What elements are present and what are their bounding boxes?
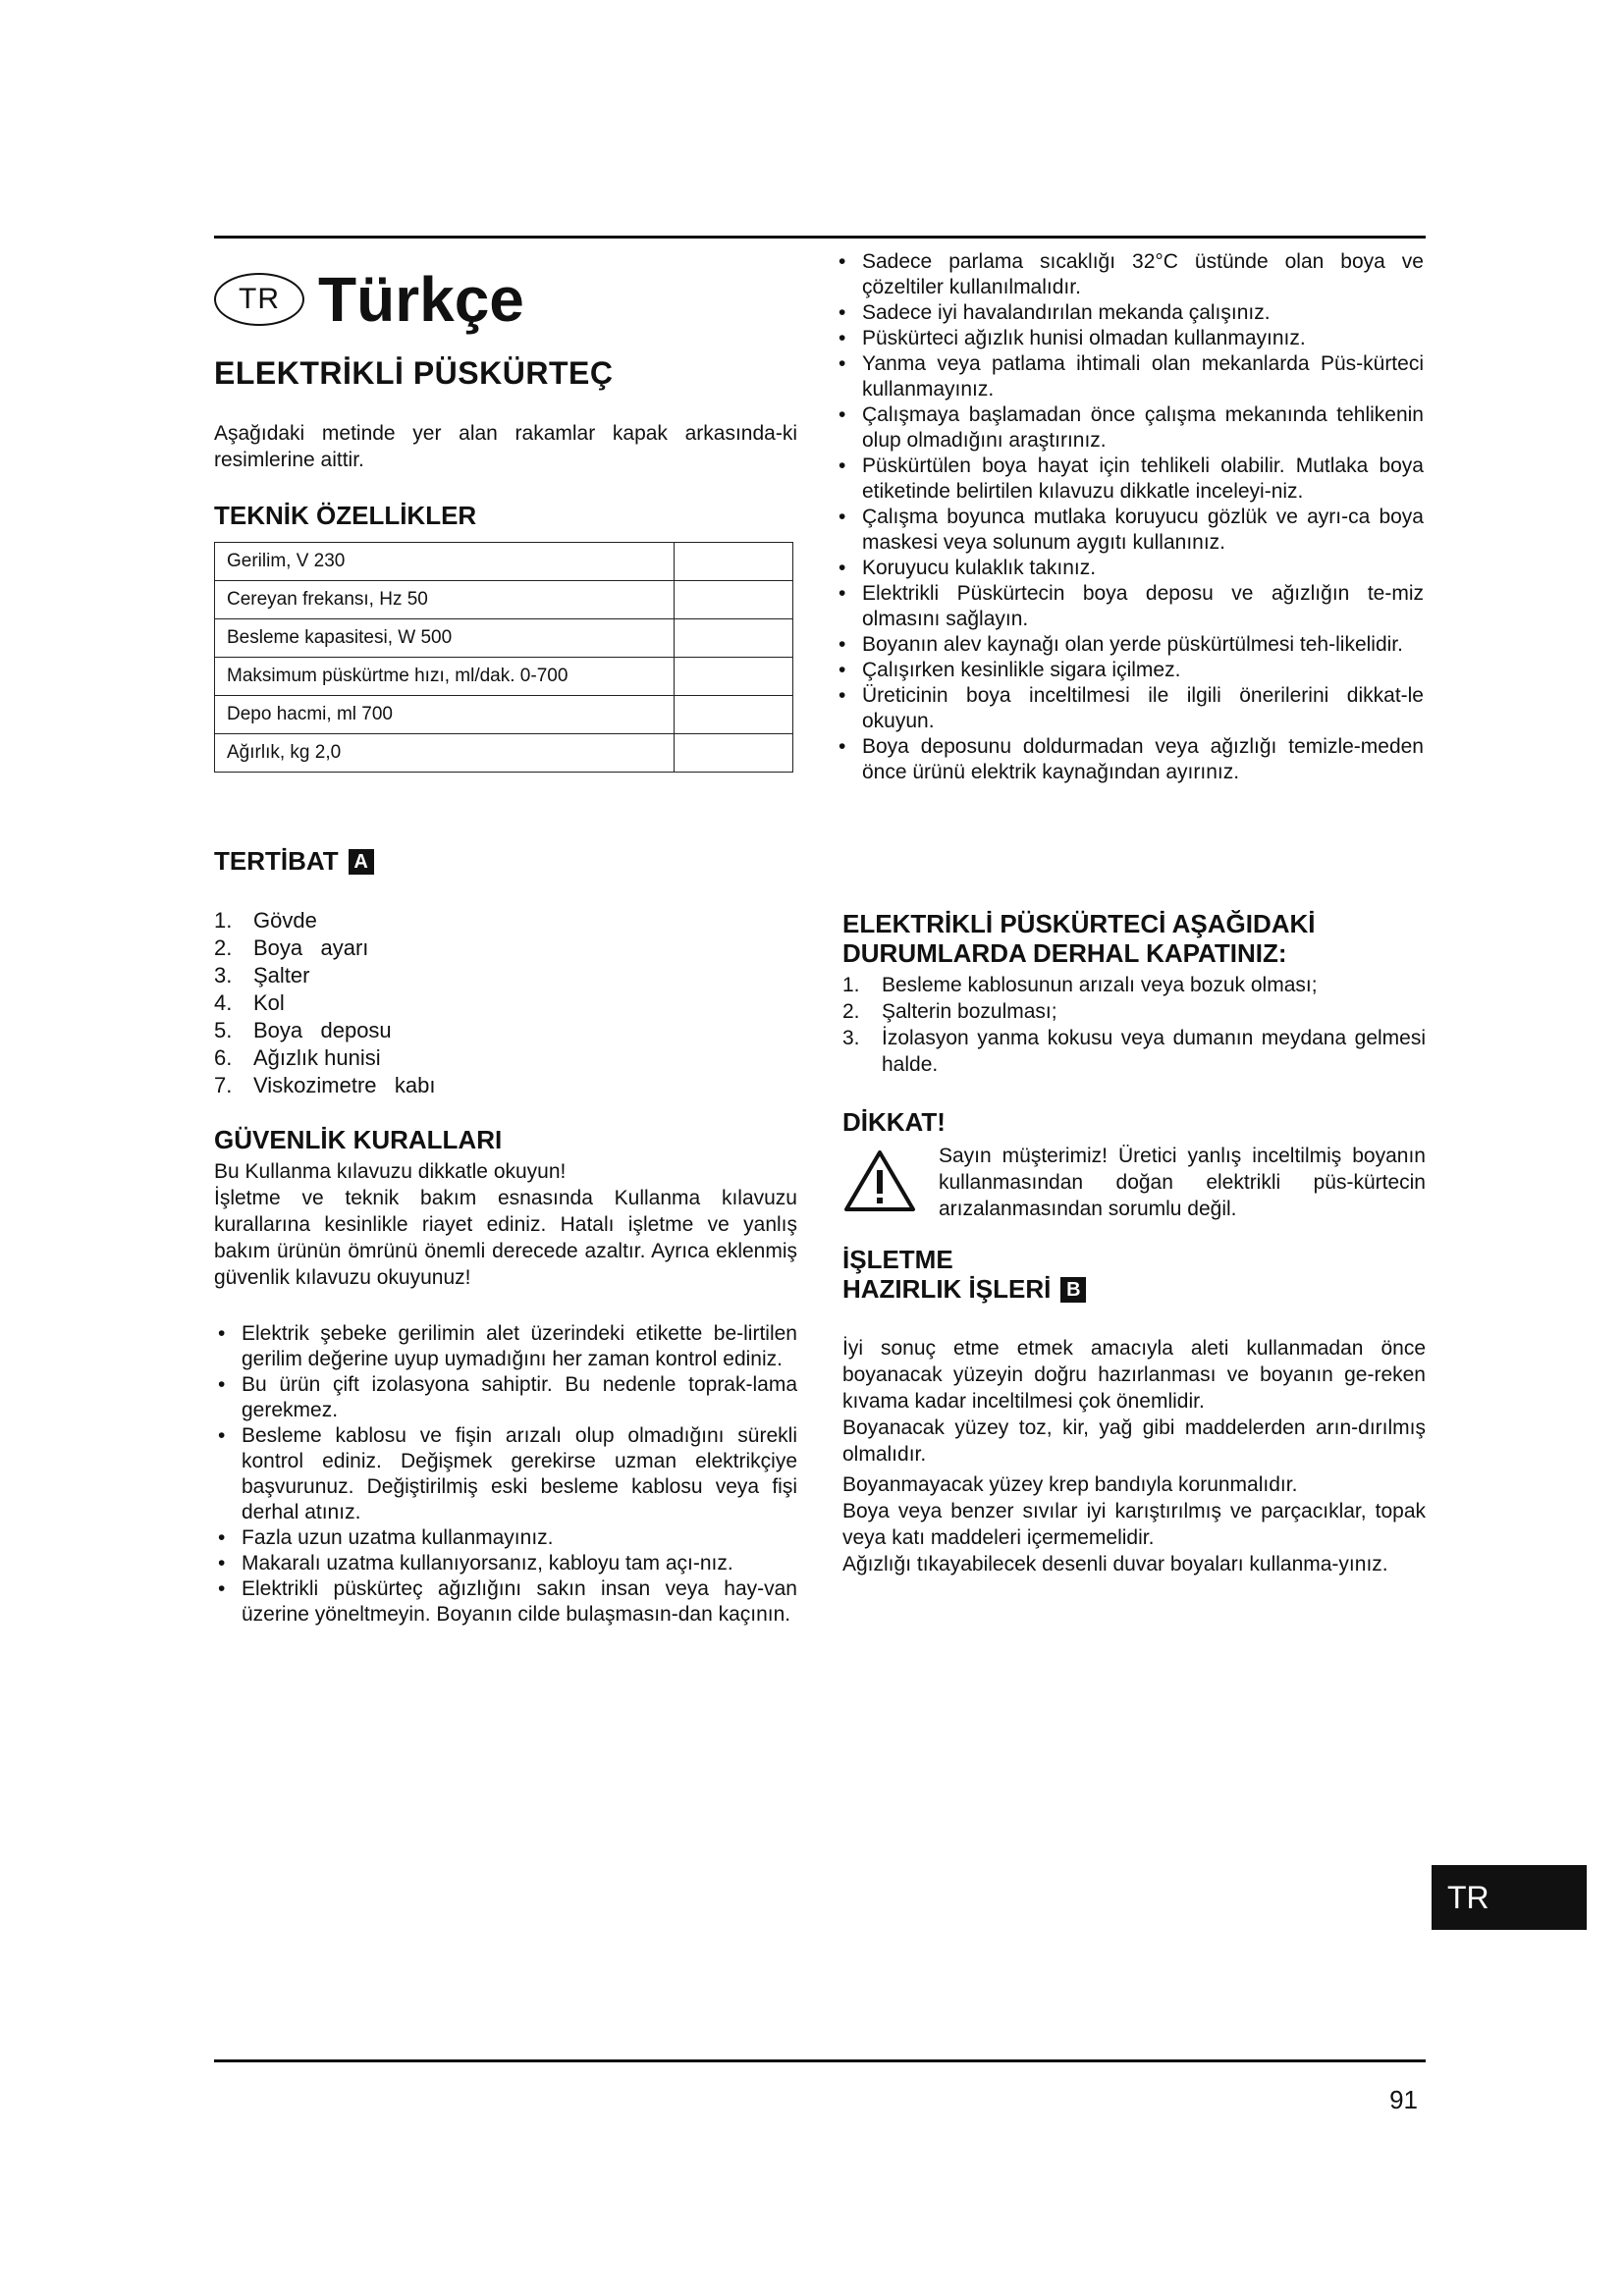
list-item: • Koruyucu kulaklık takınız.	[835, 556, 1424, 581]
parts-list	[214, 907, 797, 1099]
spec-row	[215, 543, 793, 581]
item-text: Ağızlık hunisi	[253, 1045, 381, 1070]
warning-triangle-icon	[842, 1148, 917, 1213]
bottom-rule	[214, 2059, 1426, 2062]
spec-value-cell	[675, 581, 793, 619]
parts-list-block	[214, 907, 797, 1099]
caution-text: Sayın müşterimiz! Üretici yanlış inceltilmiş boyanın kullanmasından doğan elektrikli püs-kürtecin arızalanmasından sorumlu değil.	[939, 1145, 1426, 1220]
shutdown-section	[842, 909, 1426, 1078]
prep-heading-line2	[842, 1274, 1426, 1304]
list-item: • Boyanın alev kaynağı olan yerde püskürtülmesi teh-likelidir.	[835, 632, 1424, 658]
list-item: • Boya deposunu doldurmadan veya ağızlığı temizle-meden önce ürünü elektrik kaynağından ayırınız.	[835, 734, 1424, 785]
spec-value-cell	[675, 619, 793, 658]
spec-cell: Cereyan frekansı, Hz 50	[215, 581, 675, 619]
spec-row	[215, 581, 793, 619]
safety-bullet-list	[214, 1321, 797, 1628]
list-item: • Fazla uzun uzatma kullanmayınız.	[214, 1525, 797, 1551]
list-item	[842, 1025, 1426, 1078]
figure-a-badge: A	[349, 849, 374, 875]
list-item: • Makaralı uzatma kullanıyorsanız, kabloyu tam açı-nız.	[214, 1551, 797, 1576]
list-item	[214, 1044, 797, 1072]
tech-heading-block	[214, 501, 797, 530]
safety-section	[214, 1125, 797, 1291]
prep-paragraph: Ağızlığı tıkayabilecek desenli duvar boyaları kullanma-yınız.	[842, 1553, 1388, 1575]
spec-row	[215, 658, 793, 696]
language-heading	[214, 265, 524, 334]
right-bullet-list	[835, 249, 1424, 785]
page-number: 91	[1389, 2085, 1418, 2114]
spec-value-cell	[675, 543, 793, 581]
language-name: Türkçe	[318, 264, 524, 335]
safety-heading: GÜVENLİK KURALLARI	[214, 1125, 503, 1154]
list-item: • Üreticinin boya inceltilmesi ile ilgili önerilerini dikkat-le okuyun.	[835, 683, 1424, 734]
item-text: Besleme kablosunun arızalı veya bozuk olması;	[882, 974, 1318, 996]
item-number: 2.	[214, 935, 233, 960]
right-bullets-block	[835, 249, 1424, 785]
language-tab: TR	[1432, 1865, 1587, 1930]
list-item	[214, 989, 797, 1017]
caution-heading: DİKKAT!	[842, 1107, 946, 1137]
spec-cell: Besleme kapasitesi, W 500	[215, 619, 675, 658]
item-text: Şalter	[253, 963, 310, 988]
item-number: 4.	[214, 990, 233, 1015]
tech-heading: TEKNİK ÖZELLİKLER	[214, 501, 477, 530]
item-number: 3.	[214, 963, 233, 988]
caution-section	[842, 1107, 1426, 1222]
list-item	[214, 1072, 797, 1099]
list-item: • Püskürtülen boya hayat için tehlikeli olabilir. Mutlaka boya etiketinde belirtilen kılavuzu dikkatle inceleyi-niz.	[835, 454, 1424, 505]
item-text: Gövde	[253, 908, 317, 933]
list-item: • Çalışırken kesinlikle sigara içilmez.	[835, 658, 1424, 683]
prep-heading-line1: İŞLETME	[842, 1245, 953, 1274]
list-item	[842, 972, 1426, 998]
shutdown-list	[842, 972, 1426, 1078]
spec-table	[214, 542, 793, 773]
list-item: • Püskürteci ağızlık hunisi olmadan kullanmayınız.	[835, 326, 1424, 351]
list-item: • Çalışma boyunca mutlaka koruyucu gözlük ve ayrı-ca boya maskesi veya solunum aygıtı kullanınız.	[835, 505, 1424, 556]
item-text: Şalterin bozulması;	[882, 1000, 1057, 1023]
item-number: 5.	[214, 1018, 233, 1042]
intro-block	[214, 420, 797, 473]
tertibat-section	[214, 846, 797, 876]
list-item: • Elektrik şebeke gerilimin alet üzerindeki etikette be-lirtilen gerilim değerine uyup uymadığını her zaman kontrol ediniz.	[214, 1321, 797, 1372]
list-item: • Çalışmaya başlamadan önce çalışma mekanında tehlikenin olup olmadığını araştırınız.	[835, 402, 1424, 454]
spec-cell: Ağırlık, kg 2,0	[215, 734, 675, 773]
top-rule	[214, 236, 1426, 239]
item-text: İzolasyon yanma kokusu veya dumanın meydana gelmesi halde.	[882, 1027, 1426, 1076]
safety-paragraph: İşletme ve teknik bakım esnasında Kullanma kılavuzu kurallarına kesinlikle riayet ediniz. Hatalı işletme ve yanlış bakım ürünün ömrünü önemli derecede azaltır. Ayrıca eklenmiş güvenlik kılavuzu okuyunuz!	[214, 1187, 797, 1289]
item-number: 3.	[842, 1027, 860, 1049]
list-item	[214, 1017, 797, 1044]
item-number: 2.	[842, 1000, 860, 1023]
item-number: 6.	[214, 1045, 233, 1070]
item-text: Boya ayarı	[253, 935, 369, 960]
document-title: ELEKTRİKLİ PÜSKÜRTEÇ	[214, 355, 614, 391]
list-item	[214, 934, 797, 962]
intro-text: Aşağıdaki metinde yer alan rakamlar kapak arkasında-ki resimlerine aittir.	[214, 422, 797, 471]
spec-value-cell	[675, 696, 793, 734]
list-item	[214, 962, 797, 989]
item-text: Viskozimetre kabı	[253, 1073, 436, 1097]
spec-cell: Gerilim, V 230	[215, 543, 675, 581]
spec-row	[215, 734, 793, 773]
prep-paragraphs	[842, 1335, 1426, 1577]
list-item: • Bu ürün çift izolasyona sahiptir. Bu nedenle toprak-lama gerekmez.	[214, 1372, 797, 1423]
list-item: • Besleme kablosu ve fişin arızalı olup olmadığını sürekli kontrol ediniz. Değişmek gerekirse uzman elektrikçiye başvurunuz. Değiştirilmiş eski besleme kablosu veya fişi derhal atınız.	[214, 1423, 797, 1525]
item-number: 7.	[214, 1073, 233, 1097]
safety-bullets-block	[214, 1321, 797, 1628]
language-code-badge: TR	[214, 273, 304, 326]
list-item	[842, 998, 1426, 1025]
prep-paragraph: İyi sonuç etme etmek amacıyla aleti kullanmadan önce boyanacak yüzeyin doğru hazırlanması ve boyanın ge-reken kıvama kadar inceltilmesi çok önemlidir.	[842, 1337, 1426, 1413]
figure-b-badge: B	[1060, 1277, 1086, 1303]
spec-row	[215, 619, 793, 658]
spec-value-cell	[675, 734, 793, 773]
prep-heading-text: HAZIRLIK İŞLERİ	[842, 1274, 1052, 1304]
list-item: • Elektrikli Püskürtecin boya deposu ve ağızlığın te-miz olmasını sağlayın.	[835, 581, 1424, 632]
list-item: • Yanma veya patlama ihtimali olan mekanlarda Püs-kürteci kullanmayınız.	[835, 351, 1424, 402]
list-item: • Elektrikli püskürteç ağızlığını sakın insan veya hay-van üzerine yöneltmeyin. Boyanın cilde bulaşmasın-dan kaçının.	[214, 1576, 797, 1628]
shutdown-heading: ELEKTRİKLİ PÜSKÜRTECİ AŞAĞIDAKİ DURUMLARDA DERHAL KAPATINIZ:	[842, 909, 1316, 968]
item-number: 1.	[842, 974, 860, 996]
spec-cell: Depo hacmi, ml 700	[215, 696, 675, 734]
list-item	[214, 907, 797, 934]
caution-box	[842, 1143, 1426, 1222]
spec-value-cell	[675, 658, 793, 696]
prep-paragraph: Boyanacak yüzey toz, kir, yağ gibi maddelerden arın-dırılmış olmalıdır.	[842, 1416, 1426, 1466]
item-text: Boya deposu	[253, 1018, 392, 1042]
list-item: • Sadece iyi havalandırılan mekanda çalışınız.	[835, 300, 1424, 326]
item-text: Kol	[253, 990, 285, 1015]
spec-cell: Maksimum püskürtme hızı, ml/dak. 0-700	[215, 658, 675, 696]
item-number: 1.	[214, 908, 233, 933]
prep-section	[842, 1245, 1426, 1304]
prep-paragraph: Boyanmayacak yüzey krep bandıyla korunmalıdır.	[842, 1473, 1298, 1496]
tertibat-heading	[214, 846, 797, 876]
prep-paragraph: Boya veya benzer sıvılar iyi karıştırılmış ve parçacıklar, topak veya katı maddeleri içermemelidir.	[842, 1500, 1426, 1549]
list-item: • Sadece parlama sıcaklığı 32°C üstünde olan boya ve çözeltiler kullanılmalıdır.	[835, 249, 1424, 300]
tertibat-heading-text: TERTİBAT	[214, 846, 339, 876]
spec-row	[215, 696, 793, 734]
safety-line: Bu Kullanma kılavuzu dikkatle okuyun!	[214, 1160, 567, 1183]
